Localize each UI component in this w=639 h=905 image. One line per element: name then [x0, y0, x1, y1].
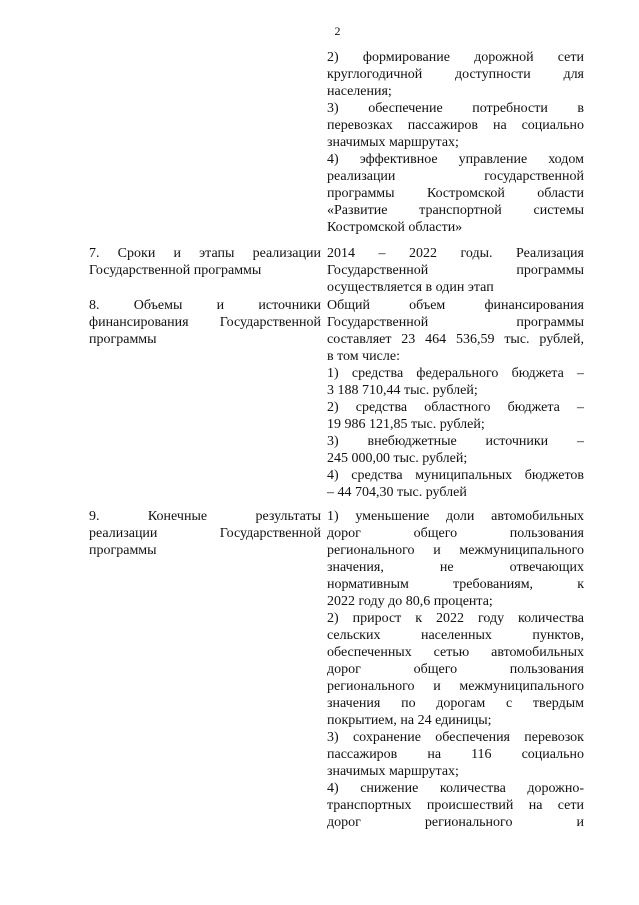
text-line: 245 000,00 тыс. рублей; [327, 451, 468, 466]
row-8-label [89, 297, 321, 348]
text-line: Государственной программы [89, 263, 262, 278]
text-line: в том числе: [327, 349, 400, 364]
text-line: финансирования Государственной [89, 315, 321, 330]
text-line: 9. Конечные результаты [89, 509, 321, 524]
text-line: дорог регионального и [327, 815, 584, 830]
text-line: Государственной программы [327, 263, 584, 278]
text-line: 3) сохранение обеспечения перевозок [327, 730, 584, 745]
text-line: программы [89, 543, 157, 558]
text-line: нормативным требованиям, к [327, 577, 584, 592]
text-line: обеспеченных сетью автомобильных [327, 645, 584, 660]
text-line: 2) прирост к 2022 году количества [327, 611, 584, 626]
text-line: дорог общего пользования [327, 662, 584, 677]
text-line: значимых маршрутах; [327, 764, 459, 779]
text-line: 2) формирование дорожной сети [327, 50, 584, 65]
text-line: дорог общего пользования [327, 526, 584, 541]
text-line: 19 986 121,85 тыс. рублей; [327, 417, 485, 432]
text-line: 7. Сроки и этапы реализации [89, 246, 321, 261]
row-continuation-content [327, 49, 584, 236]
text-line: 2) средства областного бюджета – [327, 400, 584, 415]
text-line: 2022 году до 80,6 процента; [327, 594, 493, 609]
text-line: населения; [327, 84, 392, 99]
text-line: значения, не отвечающих [327, 560, 584, 575]
text-line: значимых маршрутах; [327, 135, 459, 150]
text-line: составляет 23 464 536,59 тыс. рублей, [327, 332, 584, 347]
text-line: 2014 – 2022 годы. Реализация [327, 246, 584, 261]
text-line: значения по дорогам с твердым [327, 696, 584, 711]
row-8-content [327, 297, 584, 501]
row-9-content [327, 508, 584, 831]
text-line: транспортных происшествий на сети [327, 798, 584, 813]
text-line: программы Костромской области [327, 186, 584, 201]
text-line: Костромской области» [327, 220, 463, 235]
row-7-label [89, 245, 321, 279]
text-line: Общий объем финансирования [327, 298, 584, 313]
text-line: покрытием, на 24 единицы; [327, 713, 492, 728]
text-line: 4) снижение количества дорожно- [327, 781, 584, 796]
text-line: 4) эффективное управление ходом [327, 152, 584, 167]
text-line: 1) уменьшение доли автомобильных [327, 509, 584, 524]
row-7-content [327, 245, 584, 296]
text-line: перевозках пассажиров на социально [327, 118, 584, 133]
text-line: регионального и межмуниципального [327, 543, 584, 558]
text-line: пассажиров на 116 социально [327, 747, 584, 762]
text-line: Государственной программы [327, 315, 584, 330]
text-line: реализации государственной [327, 169, 584, 184]
text-line: программы [89, 332, 157, 347]
page-number: 2 [334, 24, 341, 38]
text-line: 3 188 710,44 тыс. рублей; [327, 383, 478, 398]
text-line: 3) обеспечение потребности в [327, 101, 584, 116]
text-line: 8. Объемы и источники [89, 298, 321, 313]
text-line: – 44 704,30 тыс. рублей [327, 485, 467, 500]
text-line: 1) средства федерального бюджета – [327, 366, 584, 381]
text-line: регионального и межмуниципального [327, 679, 584, 694]
text-line: осуществляется в один этап [327, 280, 494, 295]
text-line: сельских населенных пунктов, [327, 628, 584, 643]
text-line: 3) внебюджетные источники – [327, 434, 584, 449]
text-line: реализации Государственной [89, 526, 321, 541]
text-line: 4) средства муниципальных бюджетов [327, 468, 584, 483]
text-line: круглогодичной доступности для [327, 67, 584, 82]
row-9-label [89, 508, 321, 559]
text-line: «Развитие транспортной системы [327, 203, 584, 218]
